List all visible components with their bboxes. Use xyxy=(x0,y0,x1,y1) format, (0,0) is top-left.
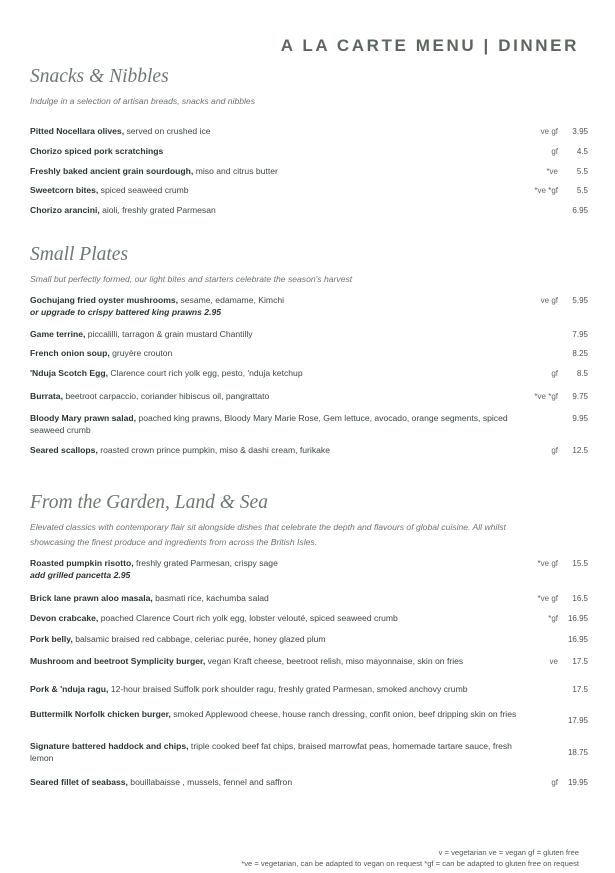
menu-item xyxy=(30,391,590,403)
menu-item xyxy=(30,368,590,380)
item-price: 9.75 xyxy=(572,392,588,401)
menu-item xyxy=(30,593,590,605)
item-name: Brick lane prawn aloo masala, xyxy=(30,593,153,603)
item-name: Seared scallops, xyxy=(30,445,98,455)
menu-item xyxy=(30,613,590,625)
item-description: basmati rice, kachumba salad xyxy=(152,593,269,603)
item-description: aioli, freshly grated Parmesan xyxy=(99,205,216,215)
item-name: Roasted pumpkin risotto, xyxy=(30,558,134,568)
menu-item xyxy=(30,656,590,668)
menu-item xyxy=(30,634,590,646)
section-snacks xyxy=(30,66,590,119)
item-name: Buttermilk Norfolk chicken burger, xyxy=(30,709,171,719)
menu-item xyxy=(30,166,590,178)
section-title: Small Plates xyxy=(30,244,129,265)
item-description: bouillabaisse , mussels, fennel and saffron xyxy=(127,777,293,787)
item-diet: gf xyxy=(551,446,558,455)
item-description: miso and citrus butter xyxy=(193,166,278,176)
item-price: 5.5 xyxy=(576,186,588,195)
item-description: balsamic braised red cabbage, celeriac purée, honey glazed plum xyxy=(72,634,326,644)
item-name: Sweetcorn bites, xyxy=(30,185,99,195)
item-description: freshly grated Parmesan, crispy sage xyxy=(133,558,278,568)
item-diet: *ve xyxy=(546,167,558,176)
item-price: 16.95 xyxy=(567,635,588,644)
item-price: 15.5 xyxy=(572,559,588,568)
menu-item xyxy=(30,709,590,725)
item-description: piccalilli, tarragon & grain mustard Chantilly xyxy=(85,329,253,339)
item-diet: gf xyxy=(551,369,558,378)
item-description: smoked Applewood cheese, house ranch dressing, confit onion, beef dripping skin on fries xyxy=(170,709,517,719)
item-description: spiced seaweed crumb xyxy=(98,185,189,195)
item-description: beetroot carpaccio, coriander hibiscus oil, pangrattato xyxy=(62,391,270,401)
item-name: French onion soup, xyxy=(30,348,110,358)
item-price: 19.95 xyxy=(567,778,588,787)
item-name: Game terrine, xyxy=(30,329,86,339)
item-name: Chorizo arancini, xyxy=(30,205,100,215)
item-name: Signature battered haddock and chips, xyxy=(30,741,189,751)
section-garden-land-sea xyxy=(30,492,590,559)
menu-item xyxy=(30,741,590,764)
item-description: Clarence court rich yolk egg, pesto, 'nduja ketchup xyxy=(107,368,303,378)
item-diet: *ve gf xyxy=(537,594,558,603)
menu-item xyxy=(30,684,590,696)
item-name: Freshly baked ancient grain sourdough, xyxy=(30,166,194,176)
item-description: poached Clarence Court rich yolk egg, lobster velouté, spiced seaweed crumb xyxy=(98,613,398,623)
section-title: From the Garden, Land & Sea xyxy=(30,492,268,513)
section-intro: Small but perfectly formed, our light bites and starters celebrate the season's harvest xyxy=(30,274,353,284)
item-price: 17.5 xyxy=(572,657,588,666)
item-diet: *ve *gf xyxy=(534,392,558,401)
item-name: Burrata, xyxy=(30,391,63,401)
item-price: 7.95 xyxy=(572,330,588,339)
item-price: 9.95 xyxy=(572,414,588,423)
item-price: 4.5 xyxy=(576,147,588,156)
menu-title: A LA CARTE MENU | DINNER xyxy=(280,36,579,55)
item-upgrade: add grilled pancetta 2.95 xyxy=(30,569,131,580)
item-name: 'Nduja Scotch Egg, xyxy=(30,368,108,378)
item-description: served on crushed ice xyxy=(124,126,211,136)
item-upgrade: or upgrade to crispy battered king prawns 2.95 xyxy=(30,306,222,317)
menu-item xyxy=(30,329,590,341)
item-price: 8.5 xyxy=(576,369,588,378)
item-description: poached king prawns, Bloody Mary Marie Rose, Gem lettuce, avocado, orange segments, spiced seaweed crumb xyxy=(30,413,508,435)
item-price: 5.95 xyxy=(572,296,588,305)
item-price: 17.95 xyxy=(567,716,588,725)
item-price: 18.75 xyxy=(567,748,588,757)
item-name: Chorizo spiced pork scratchings xyxy=(30,146,164,156)
item-diet: *ve gf xyxy=(537,559,558,568)
section-intro: Elevated classics with contemporary flair sit alongside dishes that celebrate the depth and flavours of global cuisine. All whilst showcasing the finest produce and ingredients from across the British Isles. xyxy=(30,522,506,547)
menu-item xyxy=(30,413,590,436)
menu-item xyxy=(30,558,590,581)
menu-item xyxy=(30,185,590,197)
item-price: 16.5 xyxy=(572,594,588,603)
section-intro: Indulge in a selection of artisan breads, snacks and nibbles xyxy=(30,96,256,106)
item-description: triple cooked beef fat chips, braised marrowfat peas, homemade tartare sauce, fresh lemon xyxy=(30,741,512,763)
item-price: 16.95 xyxy=(567,614,588,623)
item-name: Seared fillet of seabass, xyxy=(30,777,128,787)
menu-item xyxy=(30,126,590,138)
item-price: 17.5 xyxy=(572,685,588,694)
item-price: 6.95 xyxy=(572,206,588,215)
item-diet: *gf xyxy=(548,614,558,623)
item-name: Bloody Mary prawn salad, xyxy=(30,413,137,423)
item-diet: ve gf xyxy=(540,296,558,305)
item-price: 3.95 xyxy=(572,127,588,136)
item-diet: gf xyxy=(551,147,558,156)
item-description: roasted crown prince pumpkin, miso & dashi cream, furikake xyxy=(97,445,330,455)
dietary-key: v = vegetarian ve = vegan gf = gluten free xyxy=(438,848,579,857)
item-name: Pork belly, xyxy=(30,634,73,644)
item-diet: ve xyxy=(549,657,558,666)
item-name: Pitted Nocellara olives, xyxy=(30,126,125,136)
item-description: sesame, edamame, Kimchi xyxy=(178,295,285,305)
dietary-key-notes: *ve = vegetarian, can be adapted to vegan on request *gf = can be adapted to gluten free on request xyxy=(241,859,579,868)
menu-item xyxy=(30,205,590,217)
item-price: 8.25 xyxy=(572,349,588,358)
item-diet: *ve *gf xyxy=(534,186,558,195)
item-name: Devon crabcake, xyxy=(30,613,99,623)
menu-item xyxy=(30,348,590,360)
item-name: Pork & 'nduja ragu, xyxy=(30,684,109,694)
item-price: 5.5 xyxy=(576,167,588,176)
menu-item xyxy=(30,295,590,318)
section-small-plates xyxy=(30,244,590,297)
item-diet: ve gf xyxy=(540,127,558,136)
menu-item xyxy=(30,445,590,457)
item-name: Mushroom and beetroot Symplicity burger, xyxy=(30,656,206,666)
item-description: gruyère crouton xyxy=(109,348,173,358)
item-description: vegan Kraft cheese, beetroot relish, miso mayonnaise, skin on fries xyxy=(205,656,464,666)
item-name: Gochujang fried oyster mushrooms, xyxy=(30,295,179,305)
menu-item xyxy=(30,777,590,789)
section-title: Snacks & Nibbles xyxy=(30,66,169,87)
item-description: 12-hour braised Suffolk pork shoulder ragu, freshly grated Parmesan, smoked anchovy crumb xyxy=(108,684,468,694)
menu-item xyxy=(30,146,590,158)
item-price: 12.5 xyxy=(572,446,588,455)
item-diet: gf xyxy=(551,778,558,787)
